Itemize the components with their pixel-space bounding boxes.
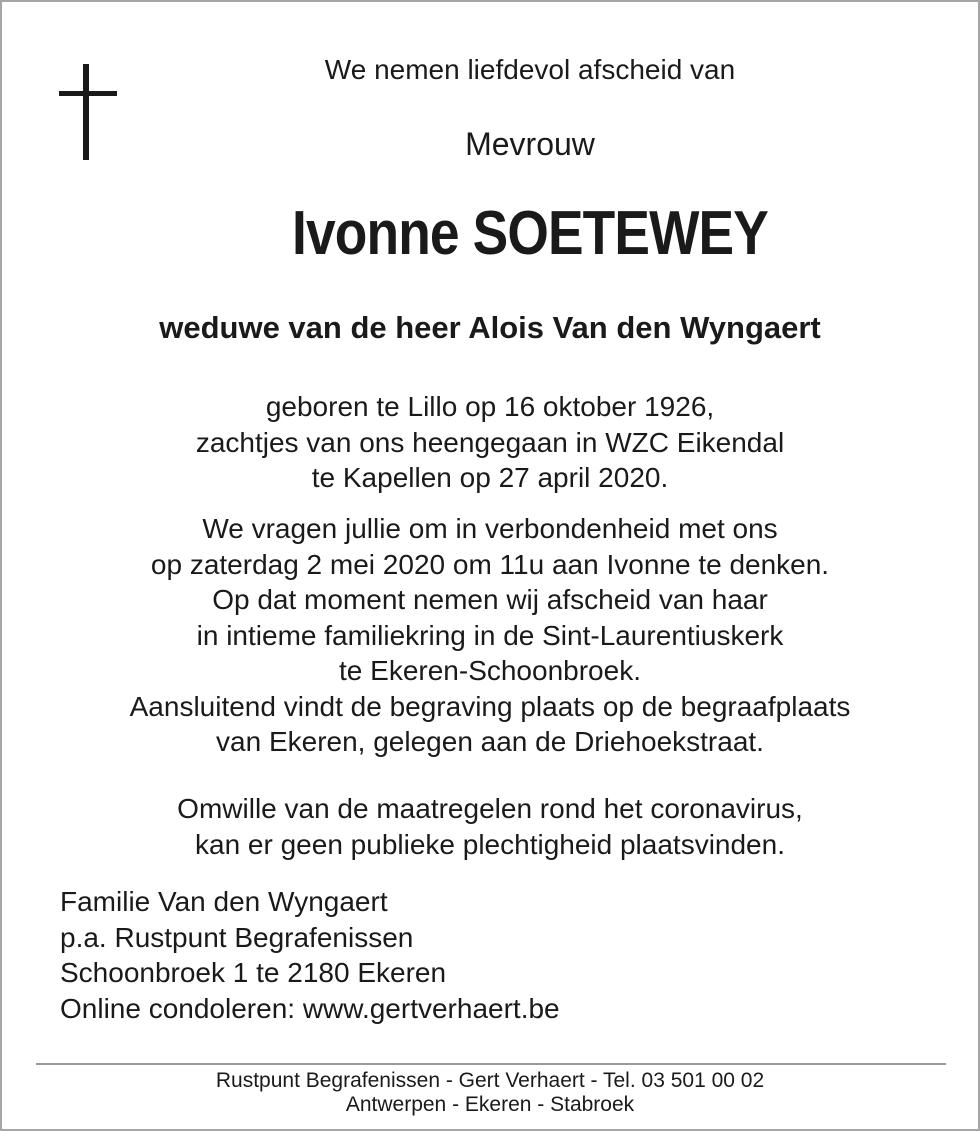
paragraph-line: Omwille van de maatregelen rond het coronavirus, (177, 793, 803, 824)
paragraph-line: van Ekeren, gelegen aan de Driehoekstraat. (216, 726, 764, 757)
paragraph-line: te Ekeren-Schoonbroek. (339, 655, 641, 686)
paragraph-line: in intieme familiekring in de Sint-Laurentiuskerk (196, 619, 784, 651)
family-name: Familie Van den Wyngaert (60, 886, 388, 917)
paragraph-line: Aansluitend vindt de begraving plaats op de begraafplaats (129, 690, 851, 722)
funeral-home-footer (2, 1069, 978, 1117)
intro-text: We nemen liefdevol afscheid van (324, 54, 736, 85)
paragraph-line: kan er geen publieke plechtigheid plaatsvinden. (195, 828, 785, 860)
birth-death-paragraph (2, 389, 978, 496)
ceremony-paragraph (2, 511, 978, 760)
paragraph-line: op zaterdag 2 mei 2020 om 11u aan Ivonne te denken. (150, 548, 830, 580)
footer-divider (36, 1063, 946, 1065)
deceased-name: Ivonne SOETEWEY (292, 199, 768, 268)
condolence-link[interactable]: Online condoleren: www.gertverhaert.be (60, 992, 560, 1024)
footer-locations-line: Antwerpen - Ekeren - Stabroek (345, 1093, 635, 1116)
corona-paragraph (2, 791, 978, 862)
paragraph-line: geboren te Lillo op 16 oktober 1926, (265, 391, 715, 422)
widow-of-line: weduwe van de heer Alois Van den Wyngaert (159, 310, 821, 345)
paragraph-line: We vragen jullie om in verbondenheid met ons (202, 513, 778, 544)
paragraph-line: zachtjes van ons heengegaan in WZC Eikendal (195, 426, 785, 458)
footer-contact-line: Rustpunt Begrafenissen - Gert Verhaert - Tel. 03 501 00 02 (215, 1069, 765, 1092)
paragraph-line: te Kapellen op 27 april 2020. (311, 462, 669, 493)
family-address-block (60, 884, 560, 1026)
honorific: Mevrouw (465, 126, 595, 162)
paragraph-line: Op dat moment nemen wij afscheid van haar (212, 584, 768, 615)
address-line: Schoonbroek 1 te 2180 Ekeren (60, 957, 447, 988)
care-of-line: p.a. Rustpunt Begrafenissen (60, 921, 414, 953)
